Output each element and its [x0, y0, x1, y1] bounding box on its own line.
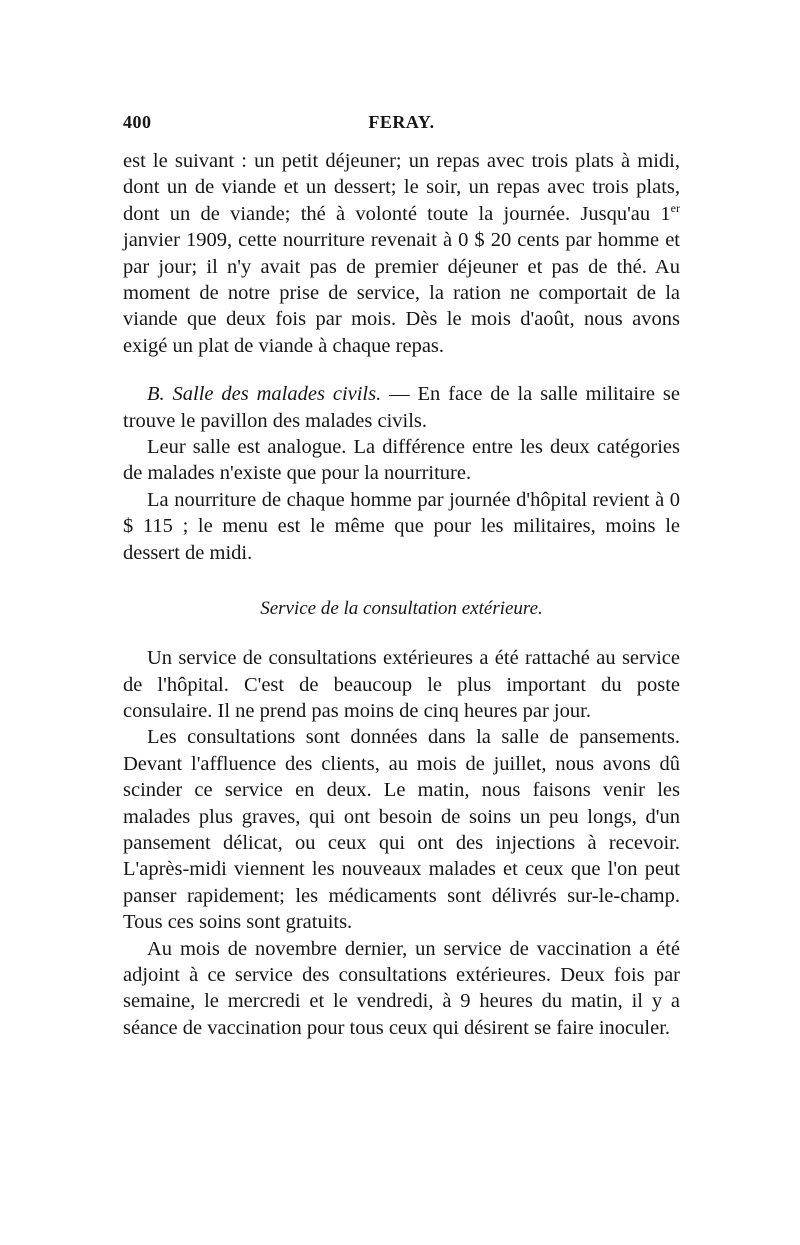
paragraph-meal-ration: [123, 148, 680, 359]
paragraph-consultation-service: Un service de consultations extérieures a été rattaché au service de l'hôpital. C'est de beaucoup le plus important du poste consulaire. Il ne prend pas moins de cinq heures par jour.: [123, 647, 680, 722]
civil-ward-text: — En face de la salle militaire se trouve le pavillon des malades civils.: [123, 383, 680, 432]
page-number: 400: [123, 112, 152, 132]
running-head: FERAY.: [368, 112, 435, 132]
paragraph-ward-analogous: Leur salle est analogue. La différence entre les deux catégories de malades n'existe que pour la nourriture.: [123, 436, 680, 485]
paragraph-meal-ration-text-1: est le suivant : un petit déjeuner; un repas avec trois plats à midi, dont un de viande et un dessert; le soir, un repas avec trois plats, dont un de viande; thé à volonté toute la journée. Jusqu'au 1: [123, 150, 680, 225]
paragraph-vaccination: Au mois de novembre dernier, un service de vaccination a été adjoint à ce service des consultations extérieures. Deux fois par semaine, le mercredi et le vendredi, à 9 heures du matin, il y a séance de vaccination pour tous ceux qui désirent se faire inoculer.: [123, 937, 680, 1039]
paragraph-consultation-schedule: Les consultations sont données dans la salle de pansements. Devant l'affluence des clients, au mois de juillet, nous avons dû scinder ce service en deux. Le matin, nous faisons venir les malades plus graves, qui ont besoin de soins un peu longs, d'un pansement délicat, ou ceux qui ont des injections à recevoir. L'après-midi viennent les nouveaux malades et ceux que l'on peut panser rapidement; les médicaments sont délivrés sur-le-champ. Tous ces soins sont gratuits.: [123, 726, 680, 934]
paragraph-meal-ration-text-2: janvier 1909, cette nourriture revenait à 0 $ 20 cents par homme et par jour; il n'y avait pas de premier déjeuner et pas de thé. Au moment de notre prise de service, la ration ne comportait de la viande que deux fois par mois. Dès le mois d'août, nous avons exigé un plat de viande à chaque repas.: [123, 229, 680, 357]
ordinal-superscript: er: [670, 200, 680, 215]
section-title: Service de la consultation extérieure.: [260, 598, 543, 620]
paragraph-food-cost: La nourriture de chaque homme par journée d'hôpital revient à 0 $ 115 ; le menu est le même que pour les militaires, moins le dessert de midi.: [123, 488, 680, 564]
civil-ward-label: B. Salle des malades civils.: [147, 383, 382, 406]
paragraph-civil-ward: [123, 381, 680, 434]
book-page: [123, 112, 680, 1041]
page-header: [123, 112, 680, 138]
